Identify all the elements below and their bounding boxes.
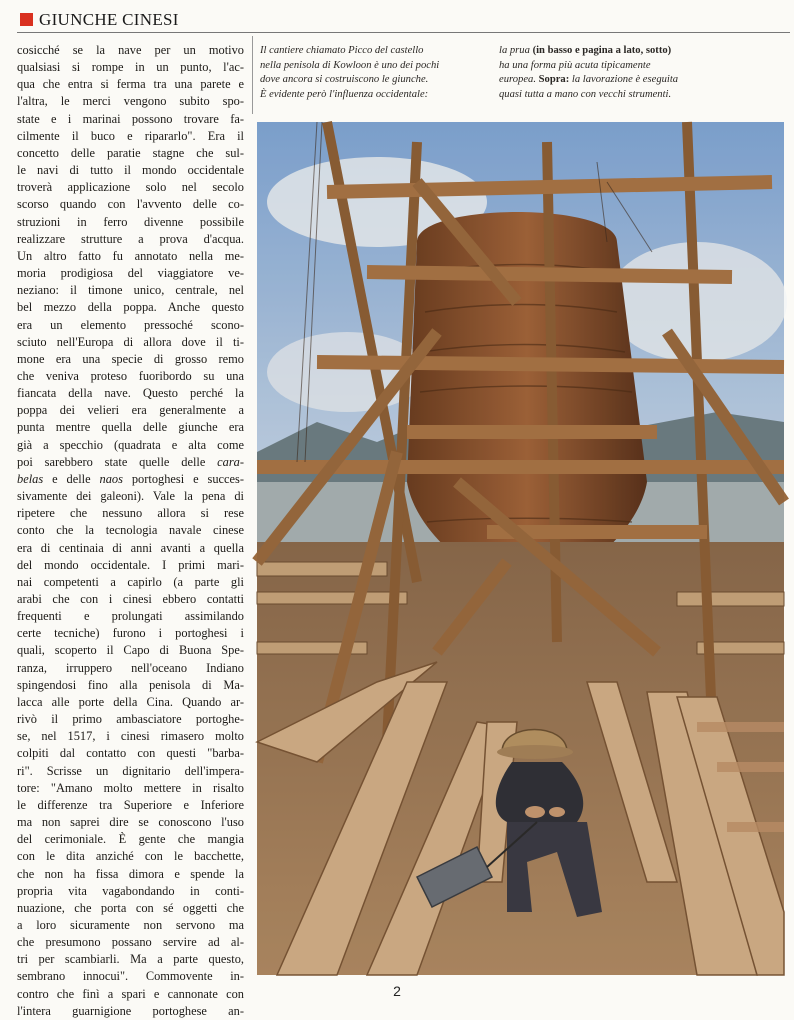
caption-bold: Sopra: [538,74,570,86]
body-text-line: lacca alle porte della Cina. Quando ar- [17,694,244,709]
caption-text: europea. [499,74,539,86]
body-text-line: se, nel 1517, i cinesi rimasero molto [17,729,244,744]
body-text-line: propria vita vagabondando in conti- [17,883,244,898]
photo-caption-left [260,44,490,102]
body-text-line: concetto delle paratie stagne che sul- [17,145,244,160]
caption-line [499,73,784,88]
caption-line: nella penisola di Kowloon è uno dei pochi [260,59,440,71]
body-text-line: struzioni in ferro divenne possibile [17,214,244,229]
body-text-line: a loro sicuramente non servono ma [17,917,244,932]
column-divider [252,36,253,114]
body-text-line: frequenti e prolungati assimilando [17,609,244,624]
body-text-line: qualsiasi si rompe in un punto, l'ac- [17,60,244,75]
caption-line: È evidente però l'influenza occidentale: [260,88,429,100]
running-title: GIUNCHE CINESI [39,10,179,29]
body-text-line: che veniva proteso fuoribordo su una [17,368,244,383]
caption-line: quasi tutta a mano con vecchi strumenti. [499,88,672,100]
body-text-line: moria prodigiosa del viaggiatore ve- [17,266,244,281]
body-text-line: quali, scoperto il Capo di Buona Spe- [17,643,244,658]
caption-bold: (in basso e pagina a lato, sotto) [532,45,672,56]
body-text-line: del cerimoniale. È gente che mangia [17,832,244,847]
body-text-line: ripetere che nessuno allora si rese [17,506,244,521]
body-text-line: bel mezzo della poppa. Anche questo [17,300,244,315]
section-marker-square [20,13,33,26]
body-text-line: colpiti dal contatto con questi "barba- [17,746,244,761]
body-text-line: fiancata della nave. Questo perché la [17,386,244,401]
body-text-line: che non ha fissa dimora e spende la [17,866,244,881]
caption-line: Il cantiere chiamato Picco del castello [260,45,424,56]
body-text-line: poppa dei velieri era generalmente a [17,403,244,418]
body-text-line: le differenze tra Superiore e Inferiore [17,797,244,812]
shipyard-photo [257,122,784,975]
caption-line [499,44,784,59]
page-header [17,7,790,33]
caption-text: la lavorazione è eseguita [569,74,679,86]
body-text-line: Un altro fatto fu annotato nella me- [17,248,244,263]
body-text-line: l'altra, le merci vengono subito spo- [17,94,244,109]
body-text-line: cilmente il buco e ripararlo". Era il [17,128,244,143]
body-text-line: era un elemento pressoché scono- [17,317,244,332]
body-text-line: nai competenti a capirlo (a parte gli [17,574,244,589]
body-text-line: rivò il primo ambasciatore portoghe- [17,712,244,727]
caption-text: la prua [499,45,533,56]
body-text-line: belas e delle naos portoghesi e succes- [17,471,244,486]
body-text-line: scorso quando con l'avvento delle co- [17,197,244,212]
body-text-line: le navi di tutto il mondo occidentale [17,163,244,178]
body-text-line: mone era una specie di grosso remo [17,351,244,366]
body-text-line: sembrano innocui". Commovente in- [17,969,244,984]
body-text-line: conto che la tecnologia navale cinese [17,523,244,538]
body-text-line: contro che finì a spari e cannonate con [17,986,244,1001]
body-text-line: che presumono possano servire ad al- [17,935,244,950]
body-text-line: tri per scambiarli. Ma a parte questo, [17,952,244,967]
body-text-line: arabi che con i cinesi ebbero contatti [17,592,244,606]
body-text-line: ri". Scrisse un dignitario dell'impera- [17,763,244,778]
body-text-line: ma non saprei dire se conoscono l'uso [17,815,244,830]
body-text-line: era di centinaia di anni avanti a quella [17,540,244,555]
body-text-line: sciuto nell'Europa di allora dove il ti- [17,334,244,349]
header-rule [17,32,790,33]
body-text-line: sivamente dei galeoni). Vale la pena di [17,489,244,504]
body-text-line: neziano: il timone unico, centrale, nel [17,283,244,298]
body-text-line: poi sarebbero state quelle delle cara- [17,454,244,469]
body-text-line: nuazione, che porta con sé oggetti che [17,900,244,915]
body-text-line: state e i marinai possono trovare fa- [17,111,244,126]
photo-caption-right [499,44,784,102]
body-text-line: spingendosi fino alla penisola di Ma- [17,677,244,692]
body-text-line: cosicché se la nave per un motivo [17,43,244,57]
body-text-line: già a specchio (quadrata e alta come [17,437,244,452]
body-text-line: realizzare strutture a prova d'acqua. [17,231,244,246]
article-body [17,42,244,1018]
caption-line: dove ancora si costruiscono le giunche. [260,74,429,86]
page-number: 2 [393,983,401,999]
body-text-line: qua che entra si ferma tra una parete e [17,77,244,92]
caption-line: ha una forma più acuta tipicamente [499,59,651,71]
shipyard-photo-icon [257,122,784,975]
body-text-line: troverà applicazione solo nel secolo [17,180,244,195]
body-text-line: tore: "Amano molto mettere in risalto [17,780,244,795]
body-text-line: ranza, irruppero nell'oceano Indiano [17,660,244,675]
body-text-line: certe tecniche) furono i portoghesi i [17,626,244,641]
body-text-line: del mondo occidentale. I primi mari- [17,557,244,572]
body-text-line: con le dita anziché con le bacchette, [17,849,244,864]
body-text-line: punta mentre quella delle giunche era [17,420,244,435]
body-text-line: l'intera guarnigione portoghese an- [17,1003,244,1018]
